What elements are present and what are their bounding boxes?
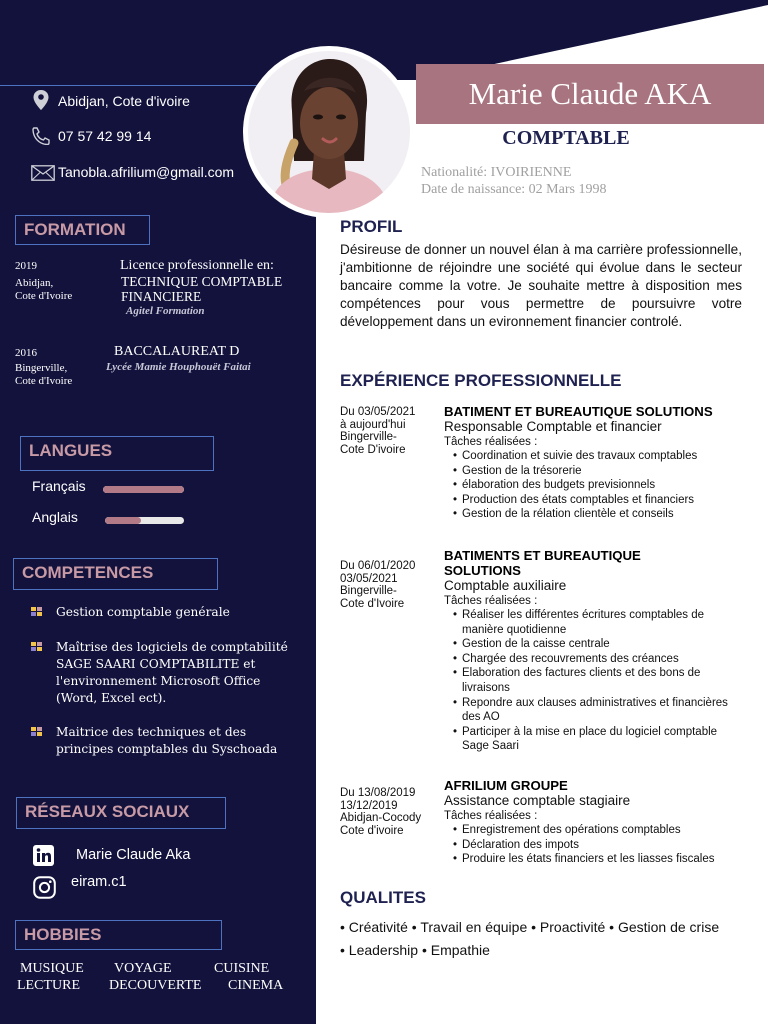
social-heading: RÉSEAUX SOCIAUX bbox=[16, 797, 226, 829]
date-line: Bingerville- bbox=[340, 431, 397, 443]
task-item: • élaboration des budgets previsionnels bbox=[454, 478, 744, 493]
hobby-lecture: LECTURE bbox=[17, 978, 80, 993]
experience-3-tasks bbox=[444, 823, 744, 867]
langues-heading: LANGUES bbox=[20, 436, 214, 471]
profil-text: Désireuse de donner un nouvel élan à ma carrière professionnelle, j'ambitionne de réjoindre une société qui évolue dans le secteur bancaire comme la votre. Je souhaite mettre à disposition mes compétences pour vous permettre de poursuivre votre développement dans un evironnement financier controlé. bbox=[340, 242, 742, 329]
date-line: 03/05/2021 bbox=[340, 572, 398, 585]
hobby-cuisine: CUISINE bbox=[214, 961, 270, 976]
hobby-voyage: VOYAGE bbox=[114, 961, 172, 976]
task-item: • Coordination et suivie des travaux comptables bbox=[454, 449, 744, 464]
contact-phone: 07 57 42 99 14 bbox=[58, 128, 152, 144]
formation-year-1: 2019 bbox=[15, 260, 37, 272]
bullet-icon bbox=[31, 607, 43, 617]
instagram-icon[interactable] bbox=[33, 876, 56, 899]
portrait-image bbox=[248, 51, 410, 213]
date-line: à aujourd'hui bbox=[340, 418, 406, 431]
experience-2-company-b: SOLUTIONS bbox=[444, 563, 521, 578]
date-line: Abidjan-Cocody bbox=[340, 812, 422, 824]
date-line: 13/12/2019 bbox=[340, 799, 398, 812]
experience-heading: EXPÉRIENCE PROFESSIONNELLE bbox=[340, 371, 622, 390]
formation-degree-1a: Licence professionnelle en: bbox=[120, 258, 274, 273]
job-title: COMPTABLE bbox=[502, 127, 630, 149]
competence-item-1 bbox=[32, 604, 312, 621]
instagram-handle[interactable]: eiram.c1 bbox=[71, 874, 127, 890]
language-english: Anglais bbox=[32, 509, 78, 525]
bullet-icon bbox=[31, 642, 43, 652]
task-item: • Repondre aux clauses administratives et financières des AO bbox=[454, 696, 744, 725]
hobbies-heading: HOBBIES bbox=[15, 920, 222, 950]
competence-text-3a: Maitrice des techniques et des bbox=[56, 725, 247, 739]
task-item: • Gestion de la caisse centrale bbox=[454, 637, 744, 652]
qualites-line-1: • Créativité • Travail en équipe • Proactivité • Gestion de crise bbox=[340, 919, 720, 935]
email-icon bbox=[31, 165, 55, 181]
formation-school-2: Lycée Mamie Houphouët Faitai bbox=[106, 361, 251, 373]
linkedin-name[interactable]: Marie Claude Aka bbox=[76, 847, 191, 863]
profil-heading: PROFIL bbox=[340, 217, 403, 236]
experience-2-role: Comptable auxiliaire bbox=[444, 578, 567, 593]
location-pin-icon bbox=[33, 90, 49, 110]
experience-1-company: BATIMENT ET BUREAUTIQUE SOLUTIONS bbox=[444, 404, 713, 419]
formation-place-2a: Bingerville, bbox=[15, 362, 68, 374]
experience-2-date bbox=[340, 560, 440, 610]
task-item: • Réaliser les différentes écritures comptables de manière quotidienne bbox=[454, 608, 744, 637]
hobby-decouverte: DECOUVERTE bbox=[109, 978, 202, 993]
formation-place-1a: Abidjan, bbox=[15, 277, 54, 289]
date-line: Du 03/05/2021 bbox=[340, 406, 416, 418]
competences-heading: COMPETENCES bbox=[13, 558, 218, 590]
experience-2-tasks bbox=[444, 608, 744, 754]
experience-3 bbox=[444, 778, 744, 867]
language-english-bar bbox=[105, 517, 184, 524]
experience-1-date bbox=[340, 406, 440, 456]
birth-date: Date de naissance: 02 Mars 1998 bbox=[421, 182, 607, 197]
full-name: Marie Claude AKA bbox=[416, 64, 764, 124]
competence-text-2a: Maîtrise des logiciels de comptabilité bbox=[56, 640, 288, 654]
formation-degree-2: BACCALAUREAT D bbox=[114, 344, 240, 359]
language-french-bar bbox=[103, 486, 184, 493]
hobby-cinema: CINEMA bbox=[228, 978, 284, 993]
task-item: • Gestion de la trésorerie bbox=[454, 464, 744, 479]
formation-degree-1b: TECHNIQUE COMPTABLE bbox=[121, 274, 283, 289]
language-french: Français bbox=[32, 478, 86, 494]
experience-1-tasks bbox=[444, 449, 744, 522]
contact-location: Abidjan, Cote d'ivoire bbox=[58, 93, 190, 109]
date-line: Cote d'ivoire bbox=[340, 824, 404, 837]
competence-text-3b: principes comptables du Syschoada bbox=[56, 742, 278, 756]
task-item: • Déclaration des impots bbox=[454, 838, 744, 853]
task-item: • Chargée des recouvrements des créances bbox=[454, 652, 744, 667]
formation-year-2: 2016 bbox=[15, 347, 37, 359]
task-item: • Participer à la mise en place du logiciel comptable Sage Saari bbox=[454, 725, 744, 754]
date-line: Cote D'ivoire bbox=[340, 443, 406, 456]
competence-item-3 bbox=[32, 724, 312, 758]
tasks-label: Tâches réalisées : bbox=[444, 595, 538, 607]
bullet-icon bbox=[31, 727, 43, 737]
task-item: • Production des états comptables et financiers bbox=[454, 493, 744, 508]
experience-1 bbox=[444, 404, 744, 522]
linkedin-icon[interactable] bbox=[33, 845, 54, 866]
experience-3-role: Assistance comptable stagiaire bbox=[444, 793, 631, 808]
profile-photo bbox=[243, 46, 415, 218]
date-line: Bingerville- bbox=[340, 585, 397, 597]
competence-text-2b: SAGE SAARI COMPTABILITE et bbox=[56, 657, 256, 671]
competence-text-2d: (Word, Excel ect). bbox=[56, 691, 167, 705]
hobby-musique: MUSIQUE bbox=[20, 961, 84, 976]
formation-school-1: Agitel Formation bbox=[126, 305, 205, 317]
phone-icon bbox=[31, 127, 51, 145]
tasks-label: Tâches réalisées : bbox=[444, 436, 538, 448]
formation-place-1b: Cote d'Ivoire bbox=[15, 290, 73, 302]
date-line: Du 13/08/2019 bbox=[340, 787, 416, 799]
nationality: Nationalité: IVOIRIENNE bbox=[421, 165, 572, 180]
formation-degree-1c: FINANCIERE bbox=[121, 289, 202, 304]
experience-3-date bbox=[340, 787, 440, 837]
competence-text-2c: l'environnement Microsoft Office bbox=[56, 674, 261, 688]
contact-email[interactable]: Tanobla.afrilium@gmail.com bbox=[58, 164, 235, 180]
task-item: • Elaboration des factures clients et des bons de livraisons bbox=[454, 666, 744, 695]
competence-item-2 bbox=[32, 639, 312, 707]
date-line: Cote d'Ivoire bbox=[340, 597, 405, 610]
experience-2-company-a: BATIMENTS ET BUREAUTIQUE bbox=[444, 548, 641, 563]
competence-text-1: Gestion comptable genérale bbox=[56, 605, 230, 619]
experience-2 bbox=[444, 548, 744, 754]
formation-heading: FORMATION bbox=[15, 215, 150, 245]
task-item: • Enregistrement des opérations comptables bbox=[454, 823, 744, 838]
qualites-line-2: • Leadership • Empathie bbox=[340, 942, 490, 958]
tasks-label: Tâches réalisées : bbox=[444, 810, 538, 822]
formation-place-2b: Cote d'Ivoire bbox=[15, 375, 73, 387]
experience-1-role: Responsable Comptable et financier bbox=[444, 419, 662, 434]
task-item: • Gestion de la rélation clientèle et conseils bbox=[454, 507, 744, 522]
date-line: Du 06/01/2020 bbox=[340, 560, 416, 572]
qualites-heading: QUALITES bbox=[340, 888, 426, 907]
experience-3-company: AFRILIUM GROUPE bbox=[444, 778, 568, 793]
task-item: • Produire les états financiers et les liasses fiscales bbox=[454, 852, 744, 867]
